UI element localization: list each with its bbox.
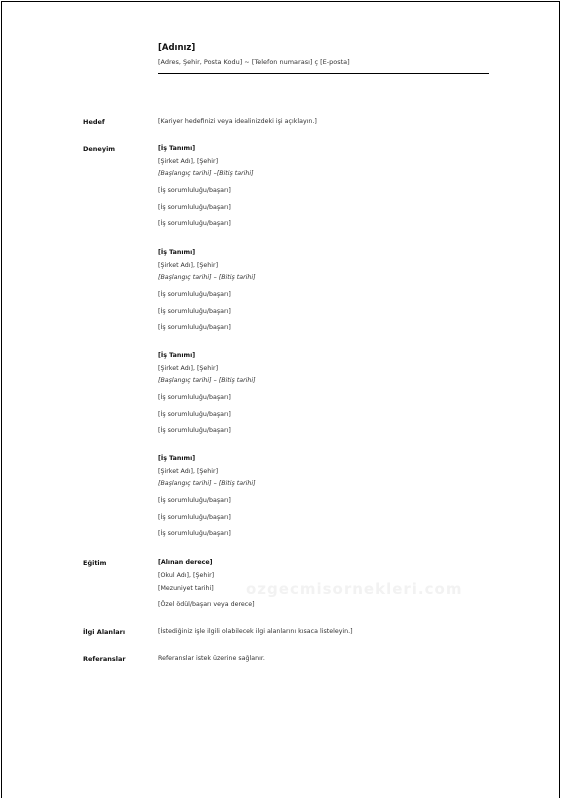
job-duty: [İş sorumluluğu/başarı] xyxy=(158,394,231,401)
job-title: [İş Tanımı] xyxy=(158,145,196,152)
section-label-education: Eğitim xyxy=(83,559,107,567)
education-school: [Okul Adı], [Şehir] xyxy=(158,572,215,579)
references-text: Referanslar istek üzerine sağlanır. xyxy=(158,655,265,662)
job-dates: [Başlangıç tarihi] – [Bitiş tarihi] xyxy=(158,480,256,487)
job-duty: [İş sorumluluğu/başarı] xyxy=(158,411,231,418)
job-duty: [İş sorumluluğu/başarı] xyxy=(158,308,231,315)
education-award: [Özel ödül/başarı veya derece] xyxy=(158,601,255,608)
objective-text: [Kariyer hedefinizi veya idealinizdeki işi açıklayın.] xyxy=(158,118,317,125)
job-title: [İş Tanımı] xyxy=(158,249,196,256)
job-duty: [İş sorumluluğu/başarı] xyxy=(158,204,231,211)
section-label-objective: Hedef xyxy=(83,118,105,126)
interests-text: [İstediğiniz işle ilgili olabilecek ilgi alanlarını kısaca listeleyin.] xyxy=(158,628,353,635)
job-company: [Şirket Adı], [Şehir] xyxy=(158,158,219,165)
job-duty: [İş sorumluluğu/başarı] xyxy=(158,220,231,227)
section-label-references: Referanslar xyxy=(83,655,126,663)
job-duty: [İş sorumluluğu/başarı] xyxy=(158,291,231,298)
job-company: [Şirket Adı], [Şehir] xyxy=(158,262,219,269)
job-duty: [İş sorumluluğu/başarı] xyxy=(158,497,231,504)
job-duty: [İş sorumluluğu/başarı] xyxy=(158,530,231,537)
job-company: [Şirket Adı], [Şehir] xyxy=(158,468,219,475)
section-label-experience: Deneyim xyxy=(83,145,116,153)
contact-info: [Adres, Şehir, Posta Kodu] ~ [Telefon numarası] ç [E-posta] xyxy=(158,58,350,66)
job-duty: [İş sorumluluğu/başarı] xyxy=(158,514,231,521)
education-graduation: [Mezuniyet tarihi] xyxy=(158,585,214,592)
header-divider xyxy=(158,73,489,74)
applicant-name: [Adınız] xyxy=(158,43,196,53)
job-company: [Şirket Adı], [Şehir] xyxy=(158,365,219,372)
job-dates: [Başlangıç tarihi] – [Bitiş tarihi] xyxy=(158,377,256,384)
education-degree: [Alınan derece] xyxy=(158,559,213,566)
job-duty: [İş sorumluluğu/başarı] xyxy=(158,324,231,331)
watermark: ozgecmisornekleri.com xyxy=(246,580,463,598)
job-dates: [Başlangıç tarihi] – [Bitiş tarihi] xyxy=(158,274,256,281)
job-dates: [Başlangıç tarihi] –[Bitiş tarihi] xyxy=(158,170,254,177)
job-duty: [İş sorumluluğu/başarı] xyxy=(158,427,231,434)
job-title: [İş Tanımı] xyxy=(158,352,196,359)
section-label-interests: İlgi Alanları xyxy=(83,628,126,636)
job-duty: [İş sorumluluğu/başarı] xyxy=(158,187,231,194)
job-title: [İş Tanımı] xyxy=(158,455,196,462)
